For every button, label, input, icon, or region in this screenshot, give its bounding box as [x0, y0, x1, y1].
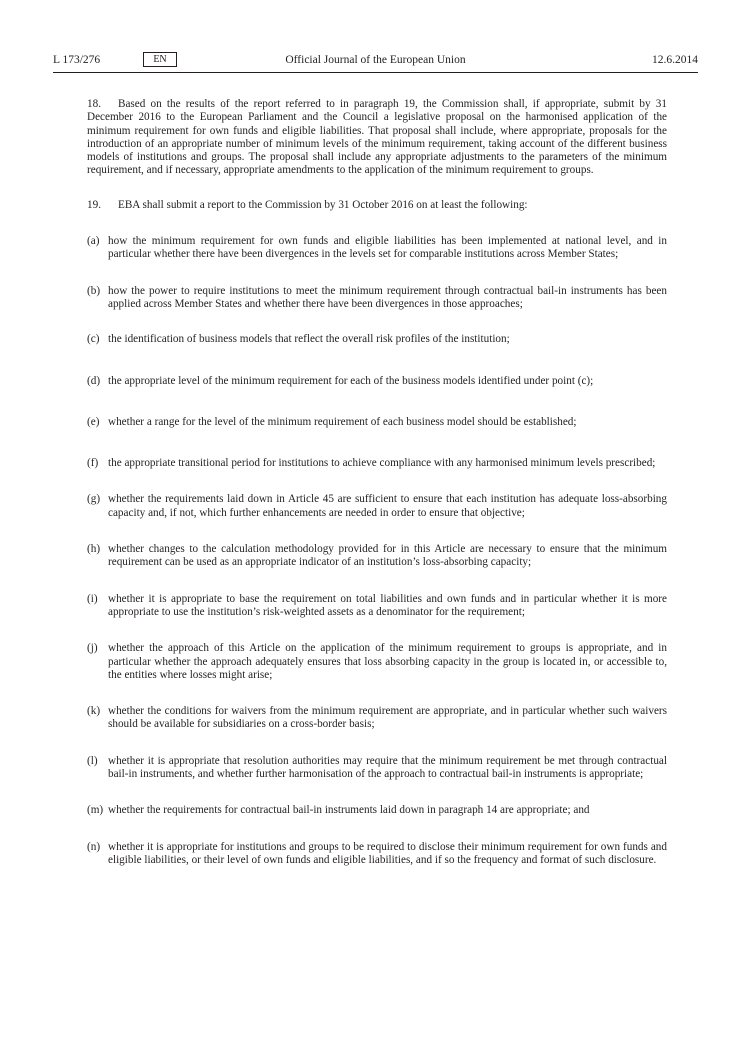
document-body: [87, 98, 667, 867]
paragraph-number: 19.: [87, 198, 101, 211]
list-item-h: [87, 543, 667, 570]
item-label: (a): [87, 235, 100, 248]
item-text: whether the approach of this Article on the application of the minimum requirement to groups is appropriate, and in particular whether the approach adequately ensures that loss absorbing capacity in the group is located in, or accessible to, the entities where losses might arise;: [108, 642, 667, 681]
item-label: (e): [87, 415, 100, 428]
paragraph-text: Based on the results of the report referred to in paragraph 19, the Commission shall, if appropriate, submit by 31 December 2016 to the European Parliament and the Council a legislative proposal on the harmonised application of the minimum requirement for own funds and eligible liabilities. That proposal shall include, where appropriate, proposals for the introduction of an appropriate number of minimum levels of the minimum requirement, taking account of the different business models of institutions and groups. The proposal shall include any appropriate adjustments to the parameters of the minimum requirement, and if necessary, appropriate amendments to the application of the minimum requirement to groups.: [87, 98, 667, 177]
item-label: (g): [87, 493, 101, 506]
list-item-n: [87, 841, 667, 868]
language-badge: EN: [143, 52, 177, 67]
list-item-k: [87, 705, 667, 732]
page-header: [53, 52, 698, 73]
item-label: (i): [87, 592, 98, 605]
item-label: (n): [87, 840, 101, 853]
paragraph-text: EBA shall submit a report to the Commission by 31 October 2016 on at least the following:: [118, 198, 528, 211]
item-text: how the minimum requirement for own funds and eligible liabilities has been implemented at national level, and in particular whether there have been divergences in the levels set for comparable institutions across Member States;: [108, 235, 667, 261]
item-label: (l): [87, 754, 98, 767]
item-text: whether it is appropriate to base the requirement on total liabilities and own funds and in particular whether it is more appropriate to use the institution’s risk-weighted assets as a denominator for the requirement;: [108, 592, 667, 618]
item-label: (d): [87, 374, 101, 387]
item-label: (k): [87, 705, 101, 718]
item-text: how the power to require institutions to meet the minimum requirement through contractual bail-in instruments has been applied across Member States and whether there have been divergences in those approaches;: [108, 284, 667, 310]
item-text: whether the conditions for waivers from the minimum requirement are appropriate, and in particular whether such waivers should be available for subsidiaries on a cross-border basis;: [108, 705, 667, 731]
item-text: whether it is appropriate for institutions and groups to be required to disclose their minimum requirement for own funds and eligible liabilities, or their level of own funds and eligible liabilities, and if so the frequency and format of such disclosure.: [108, 840, 667, 866]
item-text: whether it is appropriate that resolution authorities may require that the minimum requirement be met through contractual bail-in instruments, and whether further harmonisation of the approach to contractual bail-in instruments is appropriate;: [108, 754, 667, 781]
item-text: whether a range for the level of the minimum requirement of each business model should be established;: [108, 415, 577, 428]
item-label: (m): [87, 804, 104, 817]
list-item-d: [87, 375, 667, 388]
paragraph-number: 18.: [87, 98, 101, 110]
publication-date: 12.6.2014: [652, 54, 698, 66]
item-text: the identification of business models that reflect the overall risk profiles of the institution;: [108, 333, 510, 346]
item-label: (b): [87, 284, 101, 297]
item-label: (f): [87, 457, 99, 470]
list-item-a: [87, 235, 667, 262]
journal-reference: L 173/276: [53, 54, 101, 66]
paragraph-18: [87, 98, 667, 178]
item-label: (c): [87, 333, 100, 346]
item-label: (h): [87, 543, 101, 556]
list-item-b: [87, 285, 667, 312]
list-item-e: [87, 416, 667, 429]
item-text: whether changes to the calculation methodology provided for in this Article are necessary to ensure that the minimum requirement can be used as an appropriate indicator of an institution’s loss-absorbing capacity;: [108, 543, 667, 569]
item-text: the appropriate transitional period for institutions to achieve compliance with any harmonised minimum levels prescribed;: [108, 457, 656, 470]
list-item-m: [87, 804, 667, 817]
list-item-c: [87, 333, 667, 346]
item-text: whether the requirements for contractual bail-in instruments laid down in paragraph 14 are appropriate; and: [108, 804, 590, 817]
list-item-g: [87, 493, 667, 520]
item-text: whether the requirements laid down in Article 45 are sufficient to ensure that each institution has adequate loss-absorbing capacity and, if not, which further enhancements are needed in order to ensure that objective;: [108, 493, 667, 519]
paragraph-19: [87, 199, 667, 212]
item-label: (j): [87, 642, 98, 655]
list-item-f: [87, 457, 667, 470]
list-item-j: [87, 642, 667, 682]
list-item-l: [87, 755, 667, 782]
item-text: the appropriate level of the minimum requirement for each of the business models identified under point (c);: [108, 374, 594, 387]
list-item-i: [87, 593, 667, 620]
journal-title: Official Journal of the European Union: [285, 54, 466, 66]
